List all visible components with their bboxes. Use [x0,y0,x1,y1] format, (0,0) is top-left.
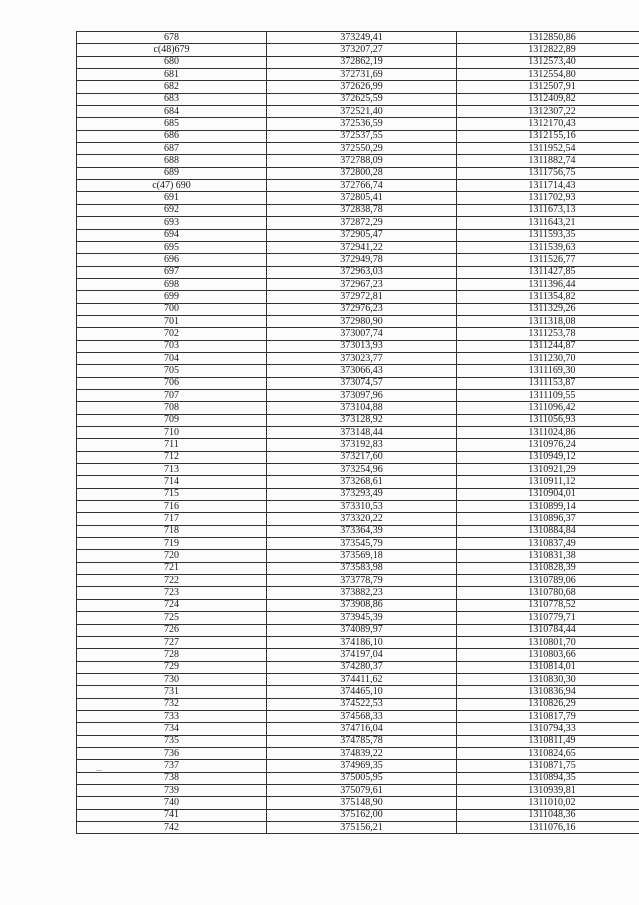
table-row [77,328,639,340]
x-coordinate-cell: 372862,19 [267,56,457,68]
point-number-cell: 729 [77,661,267,673]
y-coordinate-cell: 1310949,12 [457,451,639,463]
table-row [77,69,639,81]
table-row [77,241,639,253]
table-row [77,550,639,562]
y-coordinate-cell: 1311230,70 [457,352,639,364]
y-coordinate-cell: 1310836,94 [457,686,639,698]
table-row [77,747,639,759]
x-coordinate-cell: 373293,49 [267,488,457,500]
point-number-cell: 736 [77,747,267,759]
table-row [77,772,639,784]
x-coordinate-cell: 372805,41 [267,192,457,204]
y-coordinate-cell: 1310811,49 [457,735,639,747]
table-row [77,673,639,685]
y-coordinate-cell: 1310894,35 [457,772,639,784]
point-number-cell: 724 [77,599,267,611]
x-coordinate-cell: 372976,23 [267,303,457,315]
x-coordinate-cell: 373128,92 [267,414,457,426]
point-number-cell: 706 [77,377,267,389]
scan-speck [96,770,102,771]
y-coordinate-cell: 1311593,35 [457,229,639,241]
point-number-cell: 697 [77,266,267,278]
x-coordinate-cell: 374522,53 [267,698,457,710]
x-coordinate-cell: 372625,59 [267,93,457,105]
y-coordinate-cell: 1311714,43 [457,180,639,192]
y-coordinate-cell: 1310899,14 [457,501,639,513]
table-row [77,167,639,179]
x-coordinate-cell: 373217,60 [267,451,457,463]
x-coordinate-cell: 373364,39 [267,525,457,537]
y-coordinate-cell: 1310824,65 [457,747,639,759]
y-coordinate-cell: 1312409,82 [457,93,639,105]
table-row [77,266,639,278]
x-coordinate-cell: 373545,79 [267,538,457,550]
y-coordinate-cell: 1311673,13 [457,204,639,216]
table-row [77,587,639,599]
x-coordinate-cell: 373192,83 [267,439,457,451]
y-coordinate-cell: 1311539,63 [457,241,639,253]
point-number-cell: 717 [77,513,267,525]
y-coordinate-cell: 1310976,24 [457,439,639,451]
point-number-cell: 739 [77,784,267,796]
y-coordinate-cell: 1310780,68 [457,587,639,599]
x-coordinate-cell: 374197,04 [267,649,457,661]
point-number-cell: 726 [77,624,267,636]
point-number-cell: 684 [77,106,267,118]
y-coordinate-cell: 1311318,08 [457,315,639,327]
point-number-cell: 683 [77,93,267,105]
table-row [77,143,639,155]
y-coordinate-cell: 1310904,01 [457,488,639,500]
x-coordinate-cell: 372536,59 [267,118,457,130]
x-coordinate-cell: 372731,69 [267,69,457,81]
y-coordinate-cell: 1311024,86 [457,427,639,439]
point-number-cell: 700 [77,303,267,315]
point-number-cell: 689 [77,167,267,179]
table-row [77,562,639,574]
point-number-cell: 734 [77,723,267,735]
y-coordinate-cell: 1310831,38 [457,550,639,562]
x-coordinate-cell: 373908,86 [267,599,457,611]
point-number-cell: 730 [77,673,267,685]
point-number-cell: 711 [77,439,267,451]
table-row [77,599,639,611]
point-number-cell: 703 [77,340,267,352]
x-coordinate-cell: 372967,23 [267,278,457,290]
x-coordinate-cell: 373207,27 [267,44,457,56]
point-number-cell: 686 [77,130,267,142]
point-number-cell: с(48)679 [77,44,267,56]
point-number-cell: с(47) 690 [77,180,267,192]
x-coordinate-cell: 373320,22 [267,513,457,525]
point-number-cell: 693 [77,217,267,229]
coordinates-table [76,31,639,834]
y-coordinate-cell: 1311076,16 [457,822,639,834]
table-row [77,118,639,130]
y-coordinate-cell: 1310778,52 [457,599,639,611]
x-coordinate-cell: 372766,74 [267,180,457,192]
table-row [77,352,639,364]
table-row [77,365,639,377]
table-row [77,575,639,587]
x-coordinate-cell: 372963,03 [267,266,457,278]
y-coordinate-cell: 1310814,01 [457,661,639,673]
point-number-cell: 718 [77,525,267,537]
point-number-cell: 685 [77,118,267,130]
point-number-cell: 733 [77,710,267,722]
x-coordinate-cell: 372972,81 [267,291,457,303]
table-row [77,451,639,463]
point-number-cell: 738 [77,772,267,784]
point-number-cell: 701 [77,315,267,327]
point-number-cell: 731 [77,686,267,698]
x-coordinate-cell: 373569,18 [267,550,457,562]
x-coordinate-cell: 374411,62 [267,673,457,685]
y-coordinate-cell: 1310817,79 [457,710,639,722]
point-number-cell: 698 [77,278,267,290]
x-coordinate-cell: 374785,78 [267,735,457,747]
point-number-cell: 681 [77,69,267,81]
table-row [77,464,639,476]
table-row [77,723,639,735]
y-coordinate-cell: 1310837,49 [457,538,639,550]
table-row [77,204,639,216]
x-coordinate-cell: 374465,10 [267,686,457,698]
table-row [77,217,639,229]
y-coordinate-cell: 1311354,82 [457,291,639,303]
x-coordinate-cell: 372537,55 [267,130,457,142]
point-number-cell: 699 [77,291,267,303]
table-row [77,155,639,167]
table-row [77,427,639,439]
table-row [77,93,639,105]
y-coordinate-cell: 1312507,91 [457,81,639,93]
y-coordinate-cell: 1310801,70 [457,636,639,648]
y-coordinate-cell: 1312170,43 [457,118,639,130]
point-number-cell: 723 [77,587,267,599]
x-coordinate-cell: 373104,88 [267,402,457,414]
x-coordinate-cell: 373268,61 [267,476,457,488]
table-row [77,130,639,142]
point-number-cell: 714 [77,476,267,488]
point-number-cell: 709 [77,414,267,426]
table-row [77,538,639,550]
y-coordinate-cell: 1312850,86 [457,32,639,44]
y-coordinate-cell: 1310896,37 [457,513,639,525]
y-coordinate-cell: 1311396,44 [457,278,639,290]
table-row [77,822,639,834]
table-row [77,698,639,710]
x-coordinate-cell: 373023,77 [267,352,457,364]
x-coordinate-cell: 374839,22 [267,747,457,759]
y-coordinate-cell: 1310803,66 [457,649,639,661]
y-coordinate-cell: 1311048,36 [457,809,639,821]
table-row [77,32,639,44]
table-row [77,192,639,204]
table-row [77,254,639,266]
point-number-cell: 678 [77,32,267,44]
x-coordinate-cell: 375156,21 [267,822,457,834]
y-coordinate-cell: 1310784,44 [457,624,639,636]
x-coordinate-cell: 373066,43 [267,365,457,377]
x-coordinate-cell: 373074,57 [267,377,457,389]
table-row [77,488,639,500]
point-number-cell: 741 [77,809,267,821]
y-coordinate-cell: 1310826,29 [457,698,639,710]
point-number-cell: 737 [77,760,267,772]
x-coordinate-cell: 373583,98 [267,562,457,574]
x-coordinate-cell: 375005,95 [267,772,457,784]
point-number-cell: 680 [77,56,267,68]
table-row [77,501,639,513]
point-number-cell: 704 [77,352,267,364]
x-coordinate-cell: 375148,90 [267,797,457,809]
table-row [77,291,639,303]
y-coordinate-cell: 1311153,87 [457,377,639,389]
table-row [77,229,639,241]
y-coordinate-cell: 1311096,42 [457,402,639,414]
table-row [77,180,639,192]
x-coordinate-cell: 374716,04 [267,723,457,735]
x-coordinate-cell: 372521,40 [267,106,457,118]
point-number-cell: 682 [77,81,267,93]
x-coordinate-cell: 373310,53 [267,501,457,513]
x-coordinate-cell: 373097,96 [267,389,457,401]
table-row [77,513,639,525]
y-coordinate-cell: 1311882,74 [457,155,639,167]
table-row [77,44,639,56]
table-row [77,476,639,488]
y-coordinate-cell: 1310911,12 [457,476,639,488]
x-coordinate-cell: 373249,41 [267,32,457,44]
table-row [77,389,639,401]
point-number-cell: 710 [77,427,267,439]
y-coordinate-cell: 1311109,55 [457,389,639,401]
x-coordinate-cell: 372838,78 [267,204,457,216]
table-row [77,735,639,747]
table-row [77,809,639,821]
point-number-cell: 735 [77,735,267,747]
y-coordinate-cell: 1312554,80 [457,69,639,81]
table-row [77,414,639,426]
table-row [77,340,639,352]
point-number-cell: 725 [77,612,267,624]
y-coordinate-cell: 1311244,87 [457,340,639,352]
y-coordinate-cell: 1311010,02 [457,797,639,809]
y-coordinate-cell: 1310789,06 [457,575,639,587]
x-coordinate-cell: 372905,47 [267,229,457,241]
table-row [77,377,639,389]
point-number-cell: 742 [77,822,267,834]
table-row [77,624,639,636]
table-row [77,402,639,414]
point-number-cell: 702 [77,328,267,340]
x-coordinate-cell: 375079,61 [267,784,457,796]
x-coordinate-cell: 373778,79 [267,575,457,587]
point-number-cell: 705 [77,365,267,377]
x-coordinate-cell: 374280,37 [267,661,457,673]
point-number-cell: 692 [77,204,267,216]
y-coordinate-cell: 1310779,71 [457,612,639,624]
y-coordinate-cell: 1310871,75 [457,760,639,772]
y-coordinate-cell: 1311756,75 [457,167,639,179]
y-coordinate-cell: 1310884,84 [457,525,639,537]
x-coordinate-cell: 374186,10 [267,636,457,648]
y-coordinate-cell: 1312155,16 [457,130,639,142]
y-coordinate-cell: 1311952,54 [457,143,639,155]
x-coordinate-cell: 374969,35 [267,760,457,772]
coordinates-table-body [77,32,639,834]
table-row [77,56,639,68]
table-row [77,315,639,327]
point-number-cell: 691 [77,192,267,204]
y-coordinate-cell: 1310794,33 [457,723,639,735]
point-number-cell: 713 [77,464,267,476]
table-row [77,661,639,673]
table-row [77,797,639,809]
x-coordinate-cell: 372550,29 [267,143,457,155]
x-coordinate-cell: 372980,90 [267,315,457,327]
table-row [77,636,639,648]
x-coordinate-cell: 374089,97 [267,624,457,636]
point-number-cell: 688 [77,155,267,167]
y-coordinate-cell: 1311643,21 [457,217,639,229]
point-number-cell: 712 [77,451,267,463]
y-coordinate-cell: 1311056,93 [457,414,639,426]
table-row [77,686,639,698]
x-coordinate-cell: 372626,99 [267,81,457,93]
y-coordinate-cell: 1310939,81 [457,784,639,796]
table-row [77,278,639,290]
table-row [77,612,639,624]
point-number-cell: 716 [77,501,267,513]
y-coordinate-cell: 1312573,40 [457,56,639,68]
x-coordinate-cell: 374568,33 [267,710,457,722]
point-number-cell: 722 [77,575,267,587]
point-number-cell: 732 [77,698,267,710]
y-coordinate-cell: 1310830,30 [457,673,639,685]
point-number-cell: 727 [77,636,267,648]
x-coordinate-cell: 373882,23 [267,587,457,599]
x-coordinate-cell: 373254,96 [267,464,457,476]
x-coordinate-cell: 372800,28 [267,167,457,179]
table-row [77,760,639,772]
y-coordinate-cell: 1312822,89 [457,44,639,56]
y-coordinate-cell: 1311427,85 [457,266,639,278]
table-row [77,710,639,722]
point-number-cell: 708 [77,402,267,414]
table-row [77,106,639,118]
table-row [77,303,639,315]
y-coordinate-cell: 1311702,93 [457,192,639,204]
point-number-cell: 728 [77,649,267,661]
point-number-cell: 715 [77,488,267,500]
x-coordinate-cell: 373148,44 [267,427,457,439]
y-coordinate-cell: 1310828,39 [457,562,639,574]
point-number-cell: 721 [77,562,267,574]
y-coordinate-cell: 1312307,22 [457,106,639,118]
table-row [77,525,639,537]
point-number-cell: 719 [77,538,267,550]
x-coordinate-cell: 373007,74 [267,328,457,340]
x-coordinate-cell: 372872,29 [267,217,457,229]
y-coordinate-cell: 1311526,77 [457,254,639,266]
point-number-cell: 740 [77,797,267,809]
point-number-cell: 695 [77,241,267,253]
point-number-cell: 720 [77,550,267,562]
x-coordinate-cell: 375162,00 [267,809,457,821]
point-number-cell: 694 [77,229,267,241]
x-coordinate-cell: 372941,22 [267,241,457,253]
x-coordinate-cell: 372788,09 [267,155,457,167]
point-number-cell: 707 [77,389,267,401]
y-coordinate-cell: 1311169,30 [457,365,639,377]
table-row [77,439,639,451]
y-coordinate-cell: 1310921,29 [457,464,639,476]
point-number-cell: 687 [77,143,267,155]
x-coordinate-cell: 372949,78 [267,254,457,266]
x-coordinate-cell: 373013,93 [267,340,457,352]
table-row [77,81,639,93]
x-coordinate-cell: 373945,39 [267,612,457,624]
table-row [77,784,639,796]
point-number-cell: 696 [77,254,267,266]
y-coordinate-cell: 1311253,78 [457,328,639,340]
table-row [77,649,639,661]
y-coordinate-cell: 1311329,26 [457,303,639,315]
